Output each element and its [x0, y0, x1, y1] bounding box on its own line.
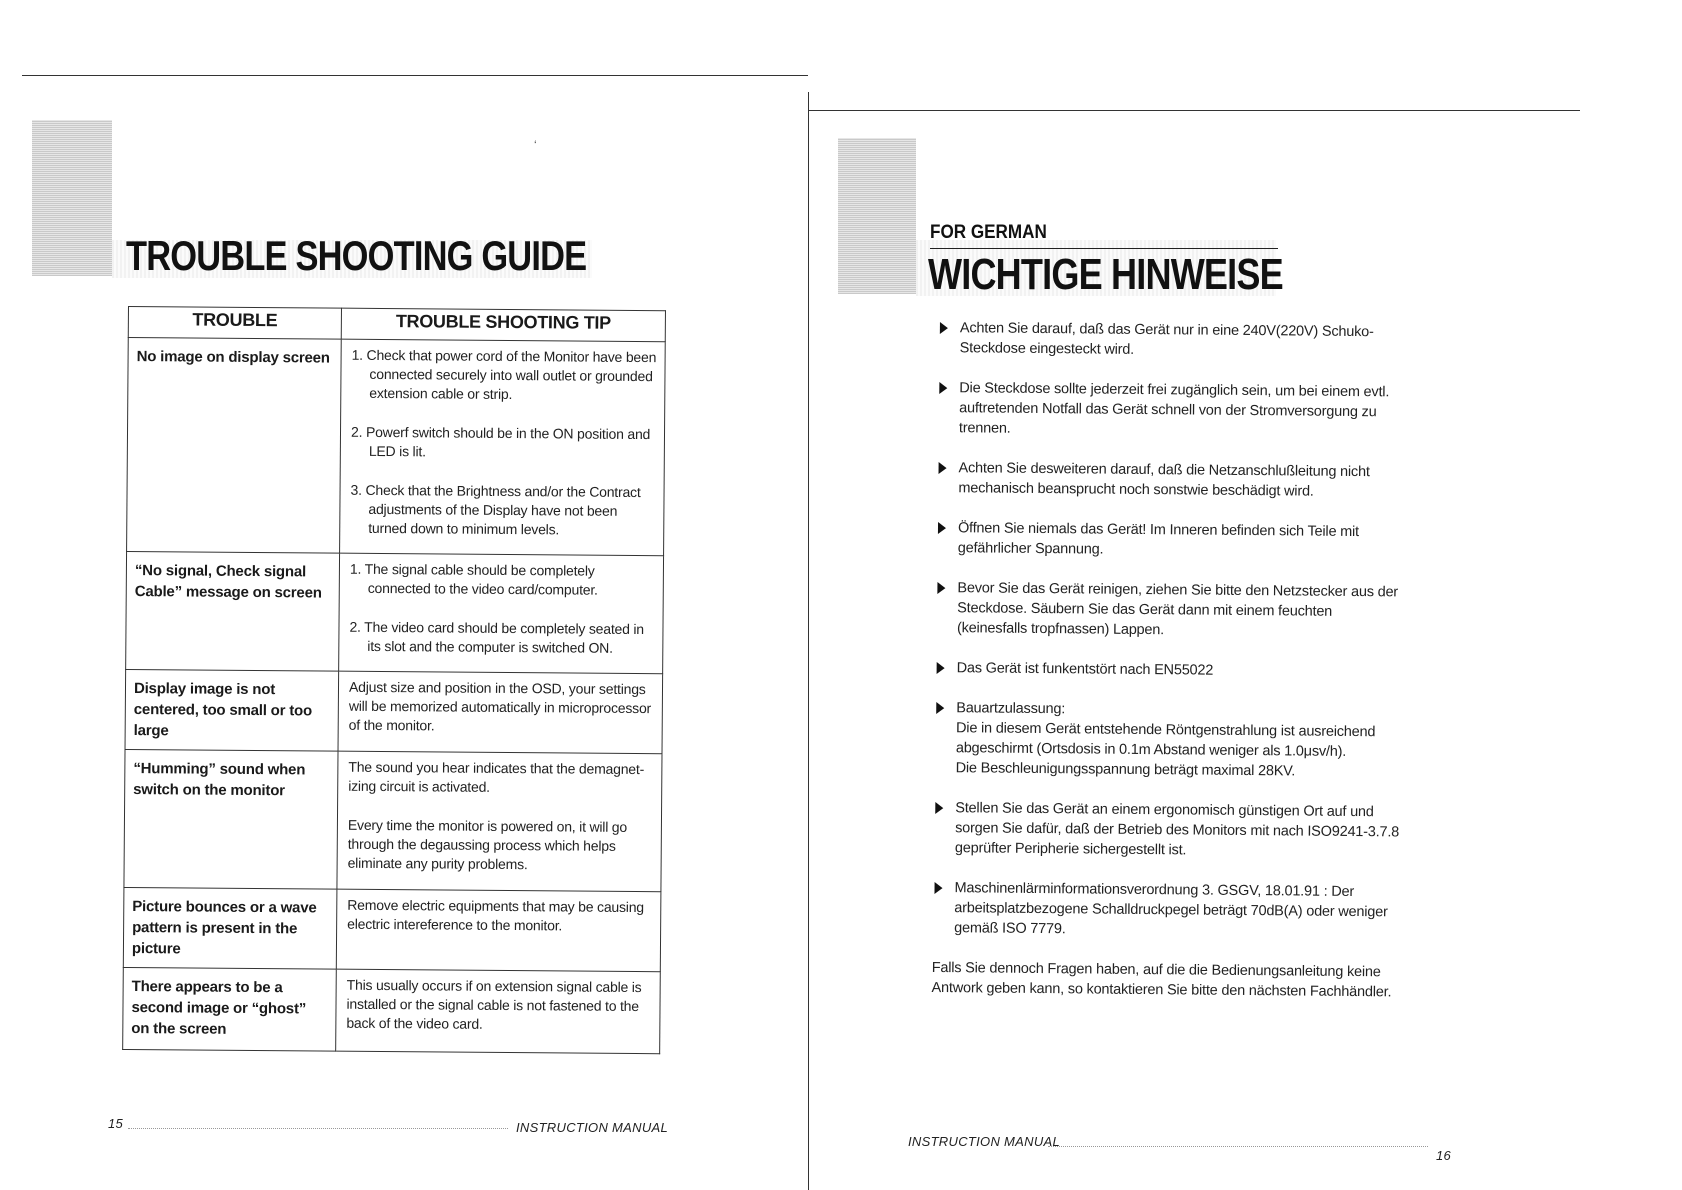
- column-header-trouble: TROUBLE: [128, 307, 341, 340]
- tip-text: 3. Check that the Brightness and/or the Contract adjustments of the Display have not been turned down to minimum levels.: [350, 481, 641, 538]
- tip-text: Every time the monitor is powered on, it will go through the degaussing process which helps eliminate any purity problems.: [347, 816, 628, 873]
- tip-cell: [338, 671, 663, 754]
- table-header-row: [128, 307, 665, 342]
- trouble-cell: No image on display screen: [127, 338, 342, 554]
- list-item: [937, 378, 1408, 443]
- page-gutter-divider: [808, 92, 809, 1190]
- trouble-cell: There appears to be a second image or “ghost” on the screen: [123, 967, 337, 1051]
- table-row: [123, 967, 661, 1053]
- list-item: [933, 798, 1404, 863]
- table-row: [124, 749, 662, 891]
- list-item-text: Bevor Sie das Gerät reinigen, ziehen Sie bitte den Netzstecker aus der Steckdose. Säubern Sie das Gerät dann mit einem feuchten (keinesfalls tropfnassen) Lappen.: [956, 580, 1399, 639]
- triangle-bullet-icon: [937, 662, 945, 674]
- triangle-bullet-icon: [934, 882, 942, 894]
- list-item: [935, 658, 1405, 683]
- closing-paragraph: Falls Sie dennoch Fragen haben, auf die die Bedienungsanleitung keine Antwork geben kann, so kontaktieren Sie bitte den nächsten Fachhändler.: [931, 959, 1392, 1001]
- list-item-text: Öffnen Sie niemals das Gerät! Im Inneren befinden sich Teile mit gefährlicher Spannung.: [957, 520, 1359, 558]
- triangle-bullet-icon: [937, 582, 945, 594]
- triangle-bullet-icon: [935, 802, 943, 814]
- tip-text: The sound you hear indicates that the demagnet-izing circuit is activated.: [348, 758, 645, 795]
- trouble-cell: “Humming” sound when switch on the monitor: [124, 749, 338, 889]
- trouble-cell: “No signal, Check signal Cable” message on screen: [126, 551, 340, 671]
- trouble-cell: Picture bounces or a wave pattern is present in the picture: [123, 887, 337, 969]
- page-title-wichtige-hinweise: WICHTIGE HINWEISE: [928, 250, 1283, 299]
- list-item-text: Stellen Sie das Gerät an einem ergonomisch günstigen Ort auf und sorgen Sie dafür, daß der Betrieb des Monitors mit nach ISO9241-3.7.8 geprüfter Peripherie sichergestellt ist.: [954, 800, 1400, 859]
- list-item-text: Die Steckdose sollte jederzeit frei zugänglich sein, um bei einem evtl. auftretenden Notfall das Gerät schnell von der Stromversorgung zu trennen.: [958, 380, 1390, 437]
- tip-text: 1. Check that power cord of the Monitor have been connected securely into wall outlet or grounded extension cable or strip.: [351, 346, 657, 403]
- tip-text: 1. The signal cable should be completely connected to the video card/computer.: [349, 560, 598, 598]
- triangle-bullet-icon: [939, 382, 947, 394]
- table-row: [125, 669, 663, 753]
- top-rule-left: [22, 75, 808, 76]
- title-shade-block-right: [838, 138, 916, 294]
- table-row: [126, 551, 664, 673]
- page-number-left: 15: [108, 1116, 124, 1131]
- footer-dot-leader-left: [128, 1128, 508, 1129]
- scan-speck: ‘: [534, 138, 537, 152]
- list-item: [934, 698, 1405, 783]
- trouble-cell: Display image is not centered, too small or too large: [125, 669, 339, 751]
- table-row: [127, 338, 666, 556]
- top-rule-right: [808, 110, 1580, 111]
- list-item-text: Bauartzulassung:: [956, 700, 1066, 718]
- list-item: [938, 318, 1408, 363]
- tip-text: This usually occurs if on extension signal cable is installed or the signal cable is not fastened to the back of the video card.: [346, 976, 642, 1032]
- list-item: [936, 458, 1406, 503]
- page-number-right: 16: [1436, 1148, 1452, 1163]
- triangle-bullet-icon: [938, 522, 946, 534]
- bauart-detail-text: Die Beschleunigungsspannung beträgt maximal 28KV.: [955, 760, 1296, 780]
- tip-cell: [337, 751, 662, 892]
- triangle-bullet-icon: [936, 702, 944, 714]
- list-item: [932, 878, 1403, 943]
- troubleshooting-table: [122, 306, 666, 1054]
- tip-text: 2. The video card should be completely seated in its slot and the computer is switched ON.: [349, 618, 644, 656]
- column-header-tip: TROUBLE SHOOTING TIP: [341, 308, 665, 342]
- tip-text: Adjust size and position in the OSD, your settings will be memorized automatically in microprocessor of the monitor.: [348, 678, 652, 734]
- tip-cell: [336, 969, 661, 1054]
- footer-dot-leader-right: [1048, 1146, 1428, 1147]
- subtitle-underline: [930, 248, 1278, 249]
- section-subtitle-for-german: FOR GERMAN: [930, 222, 1047, 243]
- list-item-text: Das Gerät ist funkentstört nach EN55022: [956, 660, 1214, 679]
- triangle-bullet-icon: [939, 462, 947, 474]
- list-item-text: Achten Sie desweiteren darauf, daß die Netzanschlußleitung nicht mechanisch beansprucht noch sonstwie beschädigt wird.: [958, 460, 1370, 500]
- list-item-text: Achten Sie darauf, daß das Gerät nur in eine 240V(220V) Schuko-Steckdose eingesteckt wird.: [959, 320, 1374, 358]
- table-row: [123, 887, 661, 971]
- list-item: [936, 518, 1406, 563]
- tip-cell: [336, 889, 661, 972]
- german-notice-list: [931, 318, 1408, 1002]
- page-title-troubleshooting: TROUBLE SHOOTING GUIDE: [126, 232, 587, 279]
- tip-text: 2. Powerf switch should be in the ON position and LED is lit.: [350, 423, 651, 460]
- tip-text: Remove electric equipments that may be causing electric intereference to the monitor.: [347, 896, 644, 934]
- title-shade-block-left: [32, 120, 112, 276]
- triangle-bullet-icon: [940, 322, 948, 334]
- list-item: [935, 578, 1406, 643]
- tip-cell: [340, 339, 666, 556]
- list-item-text: Maschinenlärminformationsverordnung 3. GSGV, 18.01.91 : Der arbeitsplatzbezogene Schalldruckpegel beträgt 70dB(A) oder weniger gemäß ISO 7779.: [954, 880, 1388, 938]
- tip-cell: [339, 553, 664, 674]
- bauart-detail-text: Die in diesem Gerät entstehende Röntgenstrahlung ist ausreichend abgeschirmt (Ortsdosis in 0.1m Abstand weniger als 1.0μsv/h).: [955, 720, 1376, 760]
- footer-manual-label-right: INSTRUCTION MANUAL: [908, 1134, 1061, 1149]
- footer-manual-label-left: INSTRUCTION MANUAL: [516, 1120, 669, 1135]
